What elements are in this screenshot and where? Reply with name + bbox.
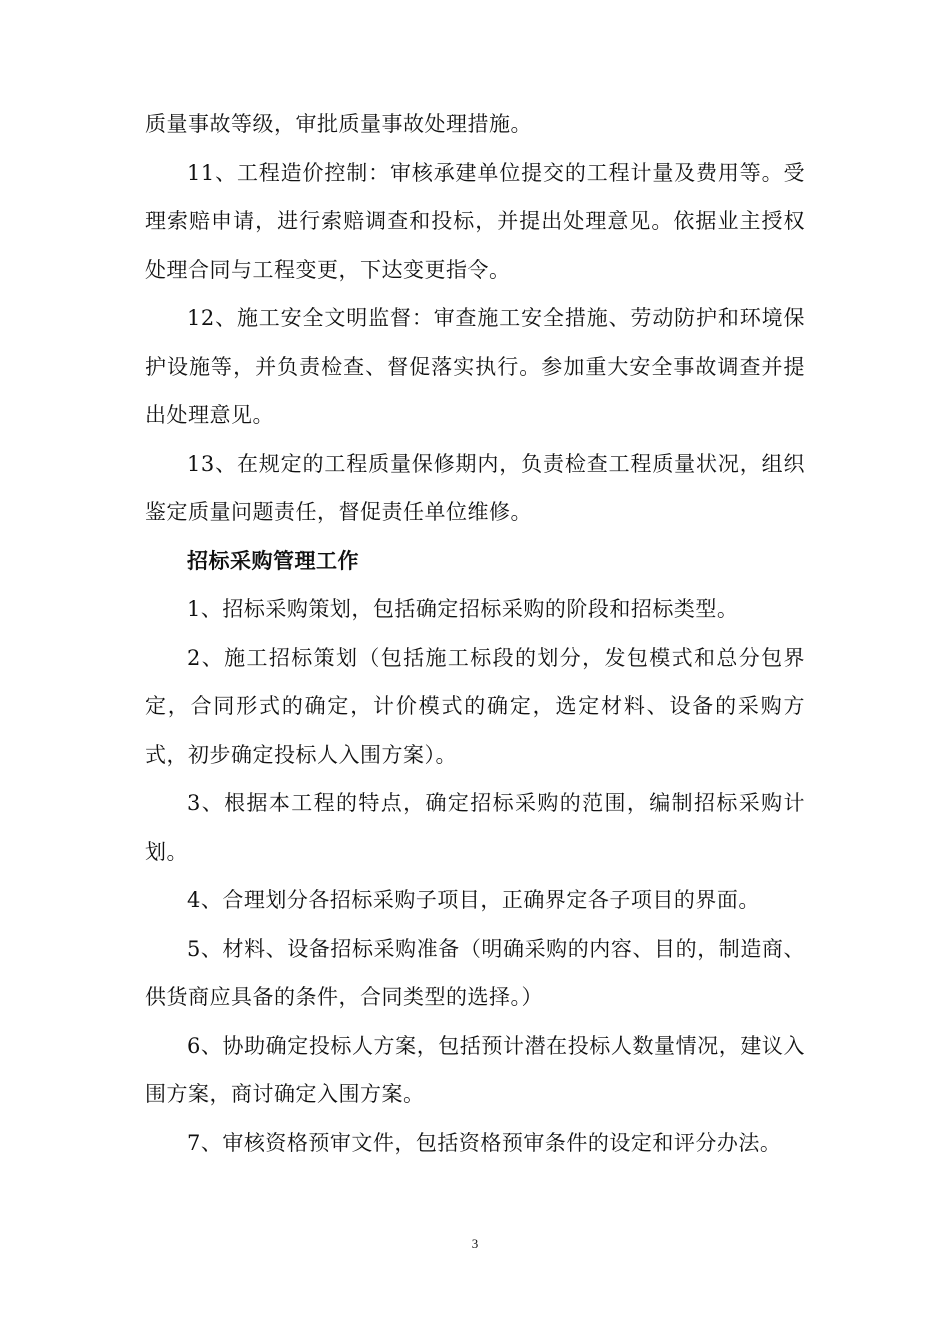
section-heading: 招标采购管理工作 [187,548,359,573]
paragraph-item-12: 12、施工安全文明监督：审查施工安全措施、劳动防护和环境保护设施等，并负责检查、督促落实执行。参加重大安全事故调查并提出处理意见。 [145,306,805,427]
paragraph-item-1: 1、招标采购策划，包括确定招标采购的阶段和招标类型。 [187,597,739,621]
paragraph-item-3: 3、根据本工程的特点，确定招标采购的范围，编制招标采购计划。 [145,791,805,864]
document-body [145,100,805,1167]
paragraph-continuation: 质量事故等级，审批质量事故处理措施。 [145,112,532,136]
paragraph-item-11: 11、工程造价控制：审核承建单位提交的工程计量及费用等。受理索赔申请，进行索赔调查和投标，并提出处理意见。依据业主授权处理合同与工程变更，下达变更指令。 [145,160,805,282]
paragraph-item-5: 5、材料、设备招标采购准备（明确采购的内容、目的，制造商、供货商应具备的条件，合同类型的选择。） [145,936,805,1009]
paragraph-item-13: 13、在规定的工程质量保修期内，负责检查工程质量状况，组织鉴定质量问题责任，督促责任单位维修。 [145,451,805,524]
page-number: 3 [471,1236,479,1251]
paragraph-item-4: 4、合理划分各招标采购子项目，正确界定各子项目的界面。 [187,888,760,912]
paragraph-item-7: 7、审核资格预审文件，包括资格预审条件的设定和评分办法。 [187,1130,782,1155]
paragraph-item-6: 6、协助确定投标人方案，包括预计潜在投标人数量情况，建议入围方案，商讨确定入围方案。 [145,1033,805,1106]
paragraph-item-2: 2、施工招标策划（包括施工标段的划分，发包模式和总分包界定，合同形式的确定，计价模式的确定，选定材料、设备的采购方式，初步确定投标人入围方案）。 [145,645,805,767]
